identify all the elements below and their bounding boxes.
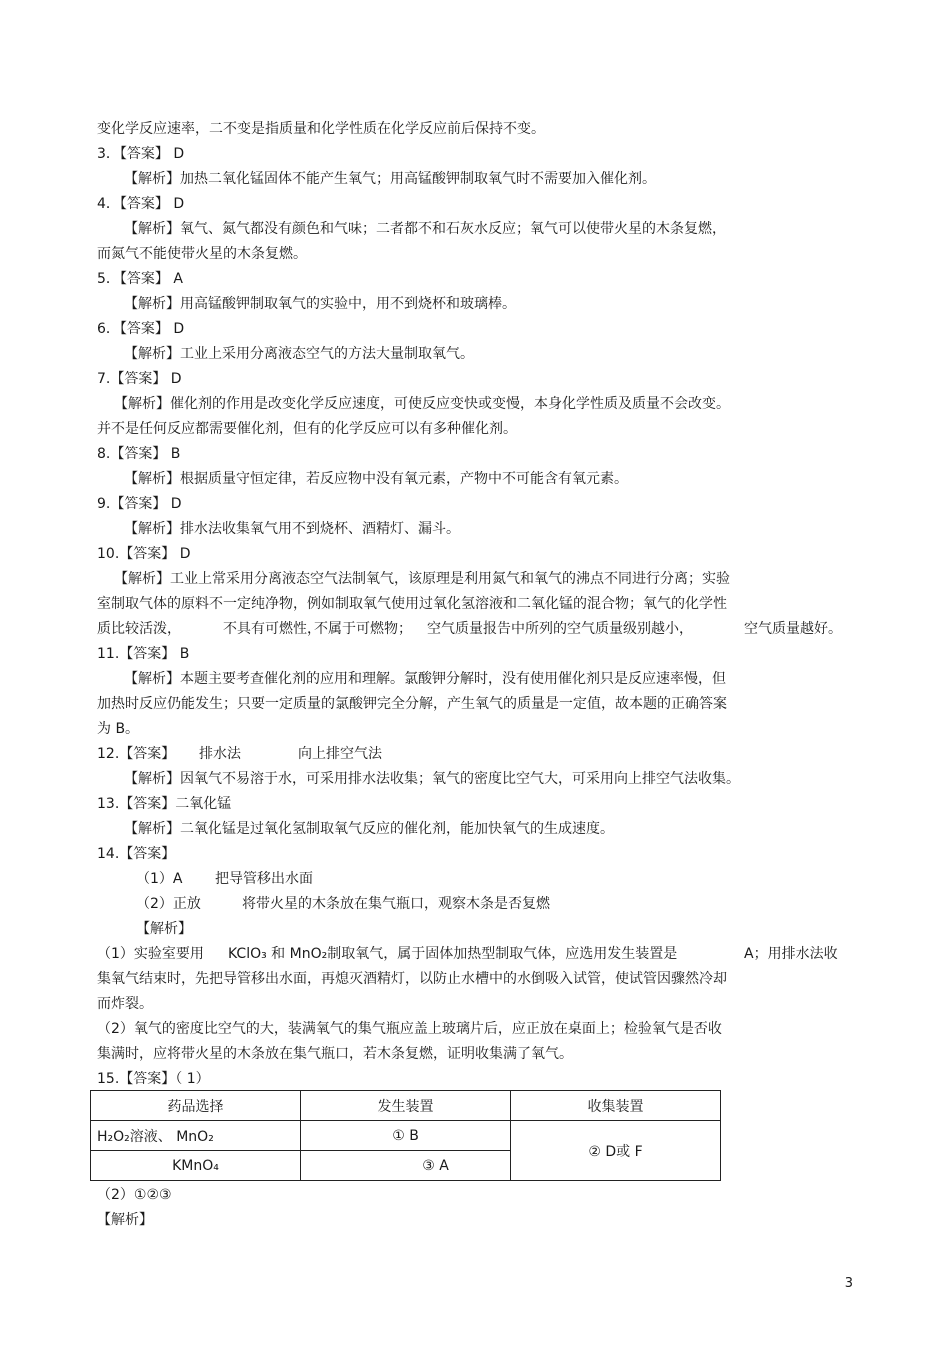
answer-14: 14.【答案】 <box>97 846 176 862</box>
answer-10: 10.【答案】 D <box>97 546 191 562</box>
page-number: 3 <box>844 1276 853 1291</box>
answer-6: 6．【答案】 D <box>97 321 185 337</box>
analysis-14-2: （2）氧气的密度比空气的大，装满氧气的集气瓶应盖上玻璃片后，应正放在桌面上；检验氧气是否收 <box>97 1021 722 1037</box>
answer-7: 7.【答案】 D <box>97 371 182 387</box>
table-cell: ① B <box>301 1121 511 1151</box>
answer-3: 3．【答案】 D <box>97 146 185 162</box>
analysis-12: 【解析】因氧气不易溶于水，可采用排水法收集；氧气的密度比空气大，可采用向上排空气法收集。 <box>124 771 740 787</box>
analysis-10-cont: 室制取气体的原料不一定纯净物，例如制取氧气使用过氧化氢溶液和二氧化锰的混合物；氧气的化学性 <box>97 596 727 612</box>
table-row <box>91 1121 721 1151</box>
answer-13: 13.【答案】二氧化锰 <box>97 796 232 812</box>
answer-14-1: （1）A <box>136 871 183 887</box>
analysis-10-cont-c: 不属于可燃物； <box>314 621 412 637</box>
answer-4: 4．【答案】 D <box>97 196 185 212</box>
answer-8: 8.【答案】 B <box>97 446 181 462</box>
text-line: 变化学反应速率，二不变是指质量和化学性质在化学反应前后保持不变。 <box>97 121 545 137</box>
answer-14-2: （2）正放 <box>136 896 201 912</box>
answer-15-2: （2）①②③ <box>97 1187 172 1203</box>
analysis-14-2-cont: 集满时，应将带火星的木条放在集气瓶口，若木条复燃，证明收集满了氧气。 <box>97 1046 573 1062</box>
analysis-10-cont-e: 空气质量越好。 <box>744 621 842 637</box>
analysis-11-cont-2: 为 B。 <box>97 721 140 737</box>
table-cell: H₂O₂溶液、 MnO₂ <box>91 1121 301 1151</box>
answer-12-a: 排水法 <box>199 746 241 762</box>
answer-14-1-detail: 把导管移出水面 <box>215 871 313 887</box>
answer-14-2-detail: 将带火星的木条放在集气瓶口，观察木条是否复燃 <box>242 896 550 912</box>
analysis-14-label: 【解析】 <box>136 921 192 937</box>
analysis-10-cont-d: 空气质量报告中所列的空气质量级别越小， <box>427 621 693 637</box>
table-header: 药品选择 <box>91 1091 301 1121</box>
analysis-7-cont: 并不是任何反应都需要催化剂，但有的化学反应可以有多种催化剂。 <box>97 421 517 437</box>
analysis-8: 【解析】根据质量守恒定律，若反应物中没有氧元素，产物中不可能含有氧元素。 <box>124 471 628 487</box>
table-cell: KMnO₄ <box>91 1151 301 1181</box>
analysis-4: 【解析】氧气、氮气都没有颜色和气味；二者都不和石灰水反应；氧气可以使带火星的木条复燃， <box>124 221 726 237</box>
analysis-5: 【解析】用高锰酸钾制取氧气的实验中，用不到烧杯和玻璃棒。 <box>124 296 516 312</box>
analysis-14-1c: A；用排水法收 <box>744 946 838 962</box>
analysis-11: 【解析】本题主要考查催化剂的应用和理解。氯酸钾分解时，没有使用催化剂只是反应速率慢，但 <box>124 671 726 687</box>
answer-15: 15.【答案】（ 1） <box>97 1071 210 1087</box>
analysis-11-cont: 加热时反应仍能发生；只要一定质量的氯酸钾完全分解，产生氧气的质量是一定值，故本题的正确答案 <box>97 696 727 712</box>
analysis-14-cont-2: 而炸裂。 <box>97 996 153 1012</box>
answer-12-label: 12.【答案】 <box>97 746 176 762</box>
answer-9: 9.【答案】 D <box>97 496 182 512</box>
analysis-13: 【解析】二氧化锰是过氧化氢制取氧气反应的催化剂，能加快氧气的生成速度。 <box>124 821 614 837</box>
answer-5: 5．【答案】 A <box>97 271 183 287</box>
analysis-14-1b: KClO₃ 和 MnO₂制取氧气，属于固体加热型制取气体，应选用发生装置是 <box>228 946 678 962</box>
analysis-9: 【解析】排水法收集氧气用不到烧杯、酒精灯、漏斗。 <box>124 521 460 537</box>
analysis-14-cont: 集氧气结束时，先把导管移出水面，再熄灭酒精灯，以防止水槽中的水倒吸入试管，使试管因骤然冷却 <box>97 971 727 987</box>
table-header-row <box>91 1091 721 1121</box>
analysis-10: 【解析】工业上常采用分离液态空气法制氧气，该原理是利用氮气和氧气的沸点不同进行分离；实验 <box>114 571 730 587</box>
table-cell: ③ A <box>301 1151 511 1181</box>
analysis-4-cont: 而氮气不能使带火星的木条复燃。 <box>97 246 307 262</box>
answer-12-b: 向上排空气法 <box>298 746 382 762</box>
table-header: 收集装置 <box>511 1091 721 1121</box>
reagent-table <box>90 1090 721 1181</box>
analysis-6: 【解析】工业上采用分离液态空气的方法大量制取氧气。 <box>124 346 474 362</box>
analysis-3: 【解析】加热二氧化锰固体不能产生氧气；用高锰酸钾制取氧气时不需要加入催化剂。 <box>124 171 656 187</box>
analysis-10-cont-b: 不具有可燃性， <box>223 621 321 637</box>
table-header: 发生装置 <box>301 1091 511 1121</box>
analysis-15-label: 【解析】 <box>97 1212 153 1228</box>
analysis-14-1a: （1）实验室要用 <box>97 946 204 962</box>
answer-11: 11.【答案】 B <box>97 646 190 662</box>
analysis-7: 【解析】催化剂的作用是改变化学反应速度，可使反应变快或变慢，本身化学性质及质量不会改变。 <box>114 396 730 412</box>
analysis-10-cont-a: 质比较活泼， <box>97 621 181 637</box>
table-cell: ② D或 F <box>511 1121 721 1181</box>
